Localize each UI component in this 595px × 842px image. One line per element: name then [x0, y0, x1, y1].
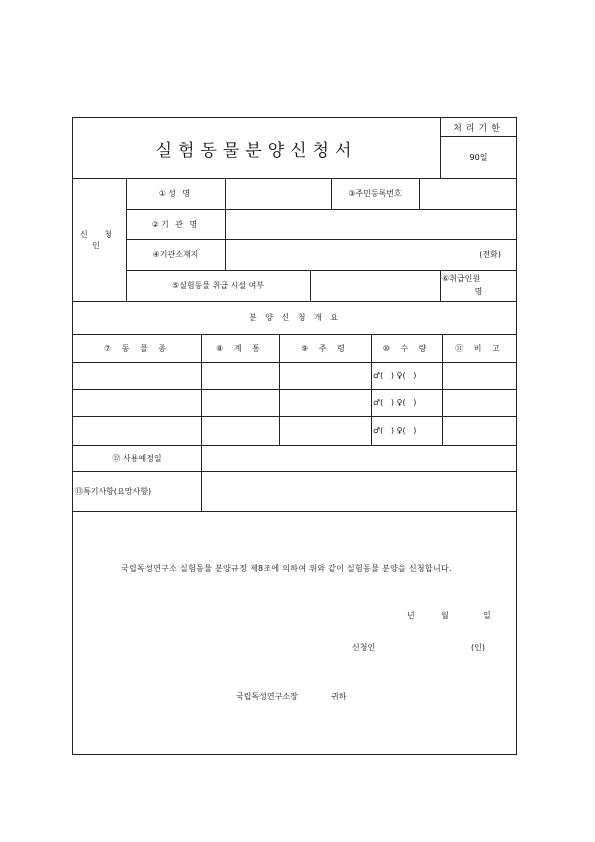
table-row[interactable]: [73, 416, 517, 445]
quantity-cell[interactable]: ♂( ) ♀( ): [373, 371, 417, 380]
handler-count-unit: 명: [474, 287, 483, 296]
table-row[interactable]: [73, 362, 517, 389]
institution-label: ②기 관 명: [151, 219, 200, 229]
table-row[interactable]: [73, 389, 517, 416]
column-header-age: ⑨ 주 령: [301, 343, 349, 353]
planned-use-label: ⑫ 사용예정일: [112, 453, 162, 463]
processing-period-label: 처리기한: [453, 123, 504, 134]
declaration-text: 국립독성연구소 실험동물 분양규정 제8조에 의하여 위와 같이 실험동물 분양을 신청합니다.: [121, 564, 452, 573]
form-title: 실험동물분양신청서: [155, 140, 358, 161]
quantity-cell[interactable]: ♂( ) ♀( ): [373, 398, 417, 407]
resident-number-input[interactable]: [419, 178, 517, 209]
handler-count-label: ⑥취급인원: [442, 274, 481, 283]
planned-use-input[interactable]: [201, 445, 517, 471]
column-header-strain: ⑧ 계 통: [216, 343, 264, 353]
handler-count-cell[interactable]: [440, 270, 517, 301]
special-notes-input[interactable]: [201, 471, 517, 511]
name-input[interactable]: [225, 178, 331, 209]
applicant-group-label: 신 청 인: [80, 229, 119, 250]
quantity-cell[interactable]: ♂( ) ♀( ): [373, 426, 417, 435]
address-label: ④기관소재지: [152, 250, 199, 259]
seal-label: (인): [471, 643, 485, 652]
date-month: 월: [441, 611, 449, 620]
recipient: 국립독성연구소장: [236, 692, 298, 701]
column-header-quantity: ⑩ 수 량: [382, 343, 431, 353]
date-year: 년: [407, 611, 415, 620]
date-day: 일: [483, 611, 491, 620]
address-input[interactable]: [225, 239, 445, 270]
special-notes-label: ⑬특기사항(요망사항): [75, 486, 152, 496]
facility-label: ⑤실험동물 취급 시설 여부: [171, 281, 265, 290]
facility-input[interactable]: [310, 270, 440, 301]
resident-number-label: ③주민등록번호: [348, 189, 402, 198]
summary-title: 분 양 신 청 개 요: [248, 313, 342, 322]
column-header-remarks: ⑪ 비 고: [455, 343, 504, 353]
application-form: [72, 117, 517, 755]
phone-label: (전화): [479, 250, 501, 259]
recipient-suffix: 귀하: [331, 692, 347, 701]
processing-period-value: 90일: [469, 152, 488, 162]
column-header-species: ⑦ 동 물 종: [104, 343, 170, 353]
institution-input[interactable]: [225, 209, 517, 239]
name-label: ①성 명: [158, 189, 193, 198]
signature-applicant-label: 신청인: [352, 643, 376, 652]
